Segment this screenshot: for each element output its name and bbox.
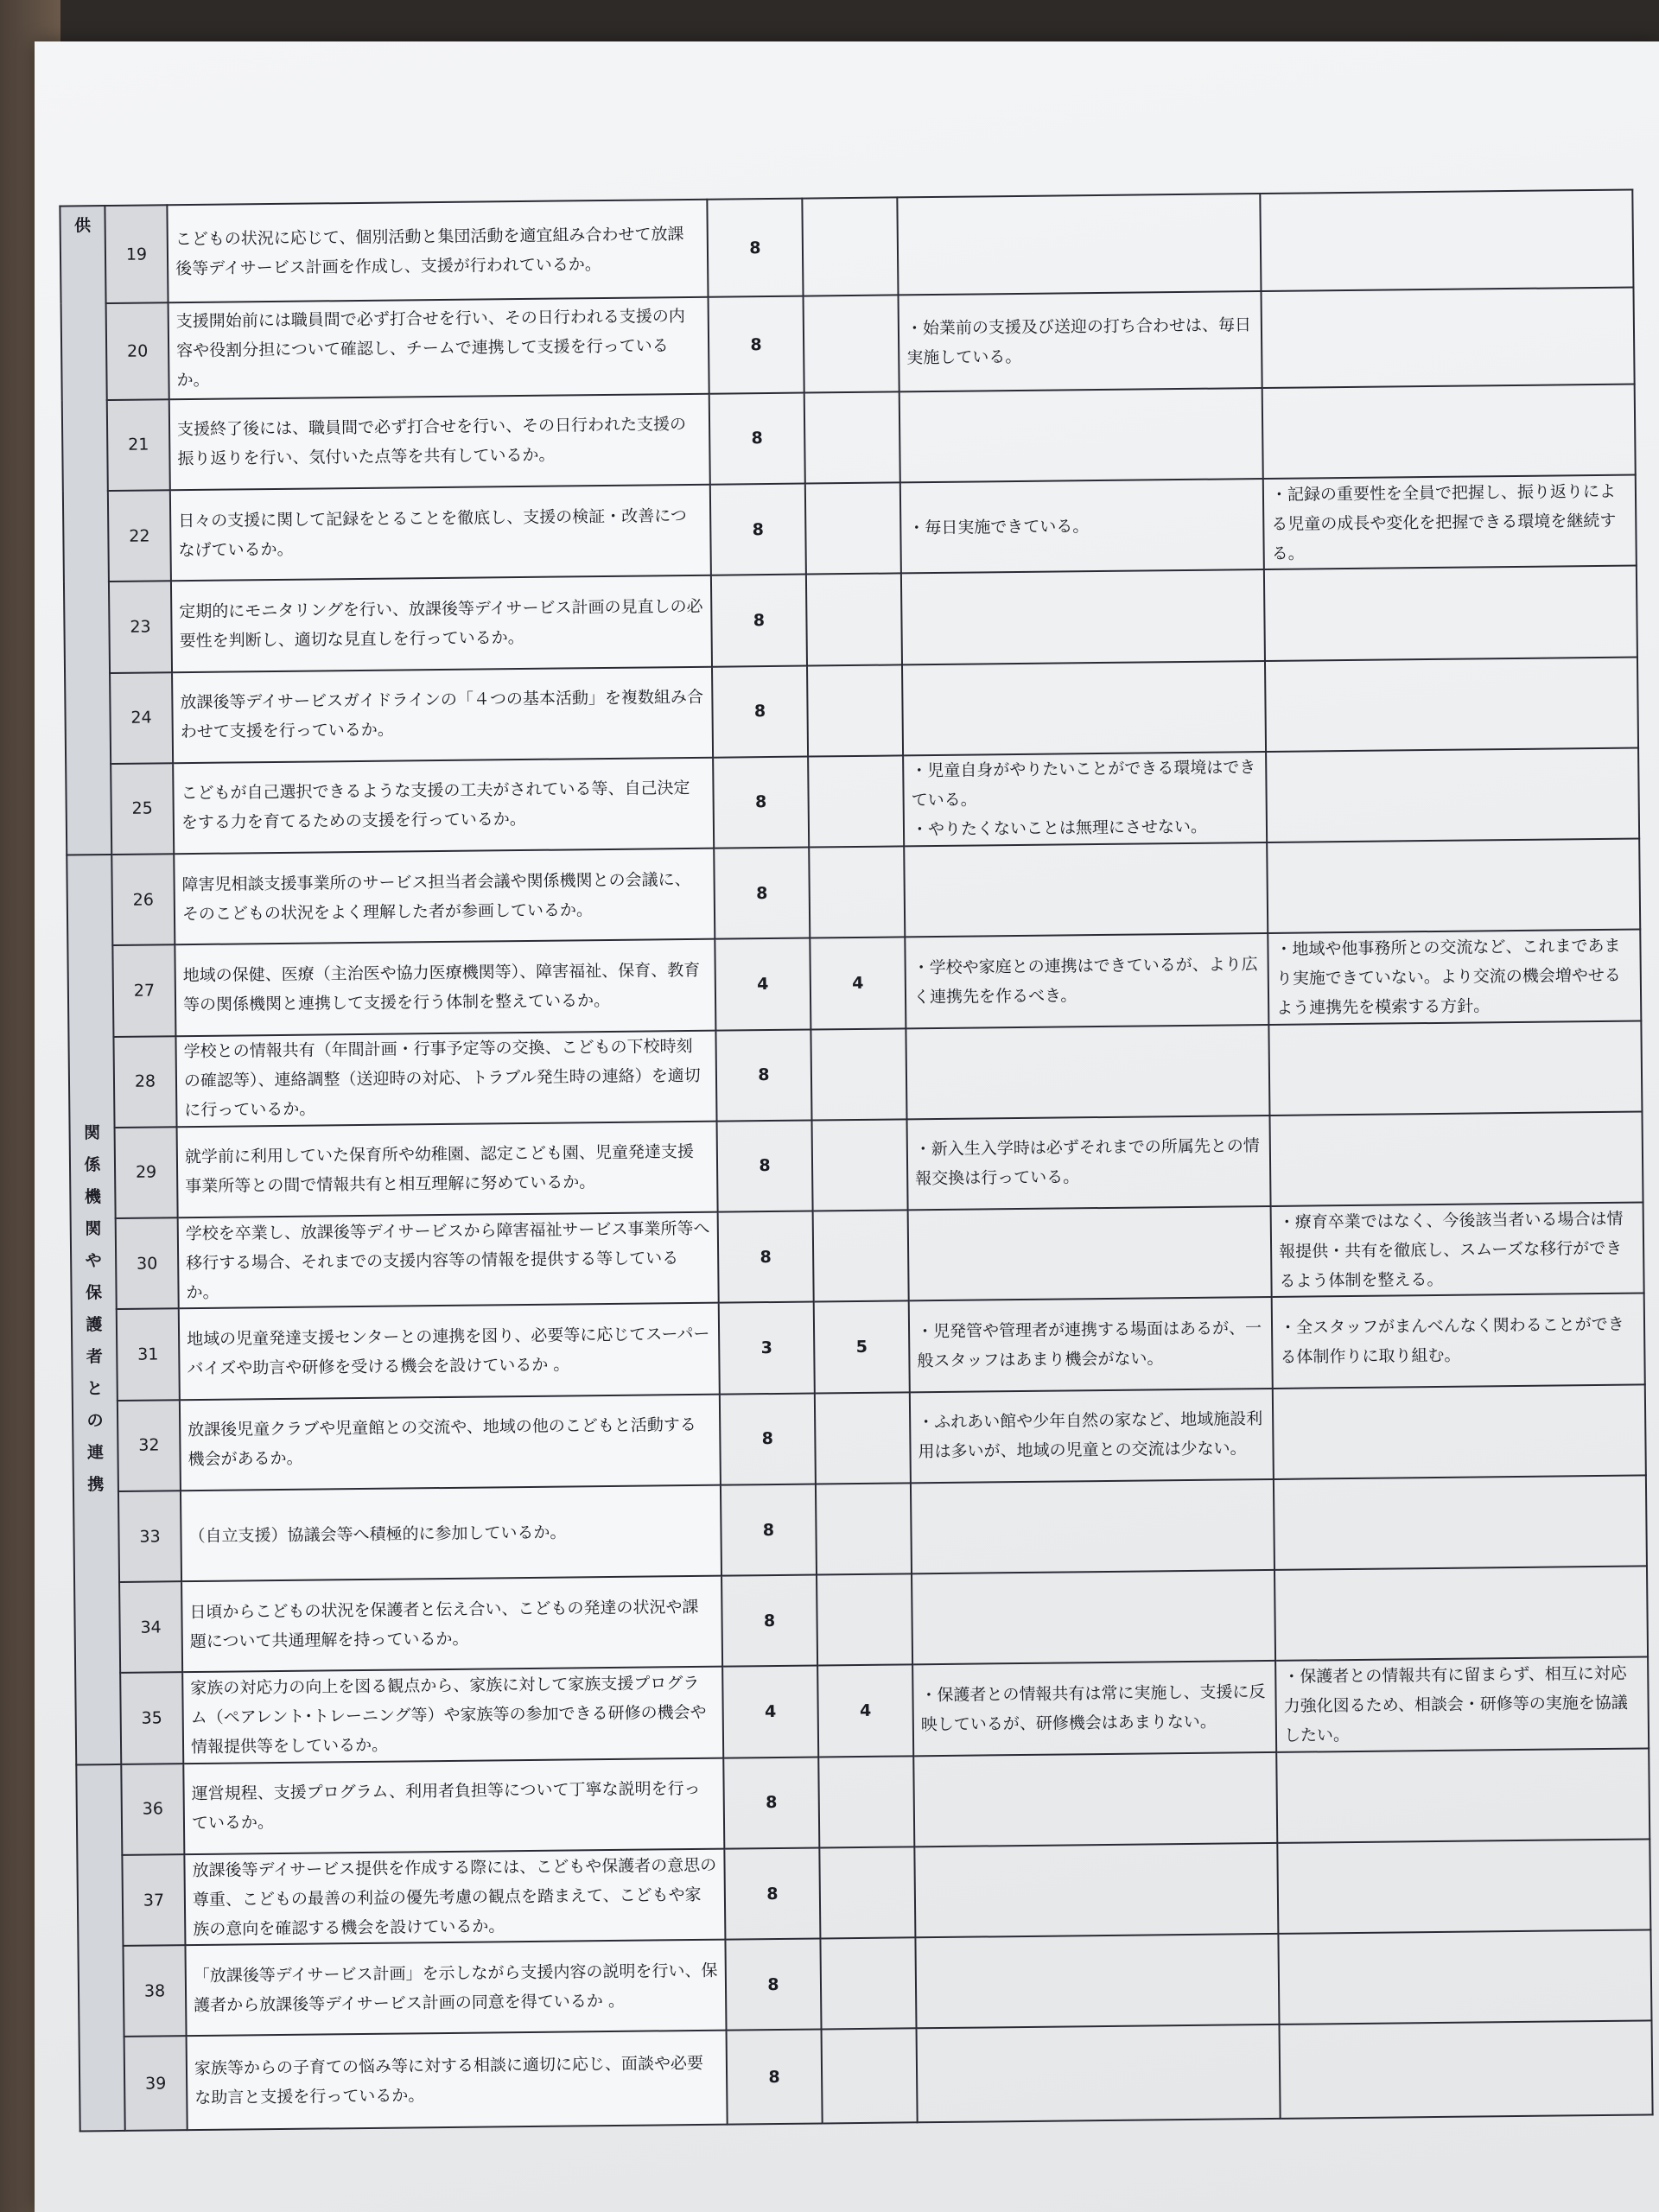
question-text: こどもが自己選択できるような支援の工夫がされている等、自己決定をする力を育てるための支援を行っているか。 xyxy=(173,757,714,854)
question-text: 放課後等デイサービスガイドラインの「４つの基本活動」を複数組み合わせて支援を行っているか。 xyxy=(172,666,713,763)
current-status-note xyxy=(913,1752,1277,1847)
item-number: 33 xyxy=(118,1491,181,1582)
item-number: 27 xyxy=(112,945,175,1037)
question-text: 就学前に利用していた保育所や幼稚園、認定こども園、児童発達支援事業所等との間で情報共有と相互理解に努めているか。 xyxy=(177,1122,718,1218)
yes-count: 8 xyxy=(724,1847,820,1939)
yes-count: 3 xyxy=(719,1302,815,1394)
question-text: 家族の対応力の向上を図る観点から、家族に対して家族支援プログラム（ペアレント･トレーニング等）や家族等の参加できる研修の機会や情報提供等をしているか。 xyxy=(182,1667,723,1764)
item-number: 24 xyxy=(110,672,173,764)
category-cell xyxy=(60,206,111,855)
yes-count: 8 xyxy=(711,575,807,666)
yes-count: 8 xyxy=(721,1575,817,1667)
item-number: 23 xyxy=(109,581,172,672)
yes-count: 8 xyxy=(709,296,804,393)
table-row xyxy=(72,1294,1645,1401)
table-row xyxy=(70,1111,1643,1218)
no-count xyxy=(820,1938,916,2030)
item-number: 26 xyxy=(111,854,175,945)
question-text: 地域の保健、医療（主治医や協力医療機関等）、障害福祉、保育、教育等の関係機関と連携して支援を行う体制を整えているか。 xyxy=(175,939,715,1036)
category-cell xyxy=(76,1764,124,2132)
improvement-note xyxy=(1274,1475,1647,1570)
item-number: 22 xyxy=(108,490,171,582)
no-count xyxy=(819,1847,915,1938)
no-count xyxy=(804,391,900,483)
item-number: 28 xyxy=(113,1036,176,1128)
no-count xyxy=(808,755,904,847)
table-row xyxy=(66,747,1639,855)
yes-count: 8 xyxy=(710,484,806,575)
improvement-note xyxy=(1268,1020,1642,1116)
improvement-note xyxy=(1278,1930,1651,2025)
improvement-note xyxy=(1266,747,1639,842)
improvement-note xyxy=(1261,288,1634,388)
table-row xyxy=(60,190,1633,304)
table-row xyxy=(79,2021,1653,2132)
question-text: （自立支援）協議会等へ積極的に参加しているか。 xyxy=(181,1485,721,1582)
table-row xyxy=(77,1839,1650,1946)
no-count xyxy=(818,1756,914,1847)
yes-count: 8 xyxy=(721,1484,817,1575)
table-row xyxy=(62,384,1636,491)
yes-count: 4 xyxy=(722,1666,818,1758)
current-status-note: ・保護者との情報共有は常に実施し、支援に反映しているが、研修機会はあまりない。 xyxy=(912,1661,1276,1756)
no-count xyxy=(810,1028,906,1120)
category-label: 供 xyxy=(73,216,92,236)
item-number: 38 xyxy=(123,1945,186,2037)
current-status-note xyxy=(906,1025,1269,1120)
improvement-note xyxy=(1274,1567,1648,1662)
no-count: 4 xyxy=(817,1665,913,1757)
improvement-note xyxy=(1267,839,1640,934)
improvement-note xyxy=(1262,384,1636,479)
item-number: 19 xyxy=(105,205,168,303)
no-count: 5 xyxy=(814,1301,910,1393)
improvement-note: ・全スタッフがまんべんなく関わることができる体制作りに取り組む。 xyxy=(1272,1294,1645,1389)
improvement-note: ・地域や他事務所との交流など、これまであまり実施できていない。より交流の機会増やせるよう連携先を模索する方針。 xyxy=(1268,930,1641,1025)
table-row xyxy=(71,1203,1644,1310)
yes-count: 4 xyxy=(715,938,810,1030)
yes-count: 8 xyxy=(717,1120,813,1211)
current-status-note: ・毎日実施できている。 xyxy=(900,479,1264,574)
table-row xyxy=(73,1384,1646,1491)
yes-count: 8 xyxy=(707,199,803,298)
item-number: 25 xyxy=(111,763,174,855)
table-row xyxy=(64,566,1637,673)
item-number: 35 xyxy=(120,1673,183,1764)
table-row xyxy=(78,1930,1651,2037)
yes-count: 8 xyxy=(727,2030,823,2125)
yes-count: 8 xyxy=(720,1393,816,1484)
question-text: 「放課後等デイサービス計画」を示しながら支援内容の説明を行い、保護者から放課後等デイサービス計画の同意を得ているか 。 xyxy=(185,1940,726,2037)
question-text: 日頃からこどもの状況を保護者と伝え合い、こどもの発達の状況や課題について共通理解を持っているか。 xyxy=(181,1576,722,1673)
no-count xyxy=(806,574,902,665)
category-label: 関係機関や保護者との連携 xyxy=(83,1123,105,1495)
no-count xyxy=(812,1119,908,1211)
survey-table xyxy=(59,189,1653,2133)
yes-count: 8 xyxy=(714,848,810,939)
improvement-note xyxy=(1269,1111,1643,1206)
current-status-note xyxy=(908,1206,1272,1301)
question-text: 放課後児童クラブや児童館との交流や、地域の他のこどもと活動する機会があるか。 xyxy=(180,1394,721,1491)
survey-table-wrapper xyxy=(59,189,1651,2133)
current-status-note xyxy=(901,569,1265,664)
no-count xyxy=(816,1483,912,1574)
no-count xyxy=(807,664,903,756)
current-status-note: ・新入生入学時は必ずそれまでの所属先との情報交換は行っている。 xyxy=(907,1116,1271,1211)
question-text: 放課後等デイサービス提供を作成する際には、こどもや保護者の意思の尊重、こどもの最善の利益の優先考慮の観点を踏まえて、こどもや家族の意向を確認する機会を設けているか。 xyxy=(184,1849,725,1946)
item-number: 39 xyxy=(124,2037,188,2131)
paper-sheet xyxy=(35,41,1659,2212)
no-count xyxy=(813,1210,909,1301)
current-status-note: ・ふれあい館や少年自然の家など、地域施設利用は多いが、地域の児童との交流は少ない。 xyxy=(910,1389,1274,1484)
table-row xyxy=(74,1567,1648,1674)
current-status-note xyxy=(917,2024,1281,2122)
question-text: 日々の支援に関して記録をとることを徹底し、支援の検証・改善につなげているか。 xyxy=(170,485,711,582)
improvement-note xyxy=(1273,1384,1646,1479)
item-number: 32 xyxy=(118,1400,181,1491)
table-row xyxy=(63,474,1637,582)
no-count xyxy=(817,1574,912,1666)
item-number: 36 xyxy=(121,1764,184,1855)
question-text: 家族等からの子育ての悩み等に対する相談に適切に応じ、面談や必要な助言と支援を行っているか。 xyxy=(187,2031,728,2130)
yes-count: 8 xyxy=(712,665,808,757)
question-text: 地域の児童発達支援センターとの連携を図り、必要等に応じてスーパーバイズや助言や研修を受ける機会を設けているか 。 xyxy=(179,1303,720,1400)
question-text: 支援終了後には、職員間で必ず打合せを行い、その日行われた支援の振り返りを行い、気付いた点等を共有しているか。 xyxy=(169,393,710,490)
no-count xyxy=(822,2029,918,2124)
item-number: 30 xyxy=(116,1217,179,1309)
table-row xyxy=(68,1020,1642,1128)
item-number: 29 xyxy=(115,1127,178,1218)
yes-count: 8 xyxy=(715,1029,811,1121)
current-status-note: ・始業前の支援及び送迎の打ち合わせは、毎日実施している。 xyxy=(899,291,1262,391)
current-status-note xyxy=(897,194,1261,296)
table-row xyxy=(65,657,1638,764)
current-status-note xyxy=(912,1570,1275,1665)
no-count xyxy=(805,482,901,574)
yes-count: 8 xyxy=(713,756,809,848)
current-status-note: ・児発管や管理者が連携する場面はあるが、一般スタッフはあまり機会がない。 xyxy=(909,1297,1273,1392)
improvement-note: ・保護者との情報共有に留まらず、相互に対応力強化図るため、相談会・研修等の実施を協議したい。 xyxy=(1275,1657,1649,1752)
table-row xyxy=(75,1657,1649,1764)
question-text: こどもの状況に応じて、個別活動と集団活動を適宜組み合わせて放課後等デイサービス計画を作成し、支援が行われているか。 xyxy=(167,200,708,303)
current-status-note xyxy=(904,842,1268,938)
current-status-note xyxy=(899,388,1263,483)
question-text: 障害児相談支援事業所のサービス担当者会議や関係機関との会議に、そのこどもの状況をよく理解した者が参画しているか。 xyxy=(174,849,715,945)
no-count: 4 xyxy=(810,938,906,1029)
question-text: 支援開始前には職員間で必ず打合せを行い、その日行われる支援の内容や役割分担について確認し、チームで連携して支援を行っているか。 xyxy=(168,297,709,399)
improvement-note xyxy=(1277,1839,1650,1934)
current-status-note xyxy=(915,1934,1279,2029)
improvement-note xyxy=(1260,190,1633,292)
question-text: 学校との情報共有（年間計画・行事予定等の交換、こどもの下校時刻の確認等）、連絡調整（送迎時の対応、トラブル発生時の連絡）を適切に行っているか。 xyxy=(175,1030,716,1127)
improvement-note xyxy=(1265,657,1638,752)
question-text: 学校を卒業し、放課後等デイサービスから障害福祉サービス事業所等へ移行する場合、それまでの支援内容等の情報を提供する等しているか。 xyxy=(178,1212,719,1309)
no-count xyxy=(809,846,905,938)
item-number: 31 xyxy=(117,1309,180,1401)
current-status-note xyxy=(914,1843,1278,1938)
improvement-note xyxy=(1276,1748,1649,1843)
current-status-note xyxy=(911,1479,1274,1574)
table-row xyxy=(67,839,1640,946)
item-number: 37 xyxy=(122,1854,185,1946)
item-number: 20 xyxy=(106,303,169,400)
improvement-note: ・記録の重要性を全員で把握し、振り返りによる児童の成長や変化を把握できる環境を継続する。 xyxy=(1263,474,1637,569)
question-text: 定期的にモニタリングを行い、放課後等デイサービス計画の見直しの必要性を判断し、適切な見直しを行っているか。 xyxy=(171,575,712,672)
current-status-note xyxy=(902,661,1266,756)
current-status-note: ・児童自身がやりたいことができる環境はできている。 ・やりたくないことは無理にさせない。 xyxy=(903,752,1267,847)
item-number: 34 xyxy=(119,1581,182,1673)
yes-count: 8 xyxy=(725,1939,821,2031)
no-count xyxy=(802,197,898,296)
improvement-note: ・療育卒業ではなく、今後該当者いる場合は情報提供・共有を徹底し、スムーズな移行ができるよう体制を整える。 xyxy=(1271,1203,1644,1298)
improvement-note xyxy=(1264,566,1637,661)
no-count xyxy=(804,296,899,392)
yes-count: 8 xyxy=(723,1757,819,1848)
table-row xyxy=(73,1475,1647,1582)
no-count xyxy=(815,1392,911,1484)
table-row xyxy=(67,930,1641,1037)
table-row xyxy=(76,1748,1649,1855)
question-text: 運営規程、支援プログラム、利用者負担等について丁寧な説明を行っているか。 xyxy=(183,1758,724,1854)
table-row xyxy=(61,288,1635,400)
improvement-note xyxy=(1280,2021,1653,2119)
current-status-note: ・学校や家庭との連携はできているが、より広く連携先を作るべき。 xyxy=(905,933,1268,1028)
yes-count: 8 xyxy=(709,392,805,484)
item-number: 21 xyxy=(107,399,170,491)
yes-count: 8 xyxy=(718,1211,814,1303)
